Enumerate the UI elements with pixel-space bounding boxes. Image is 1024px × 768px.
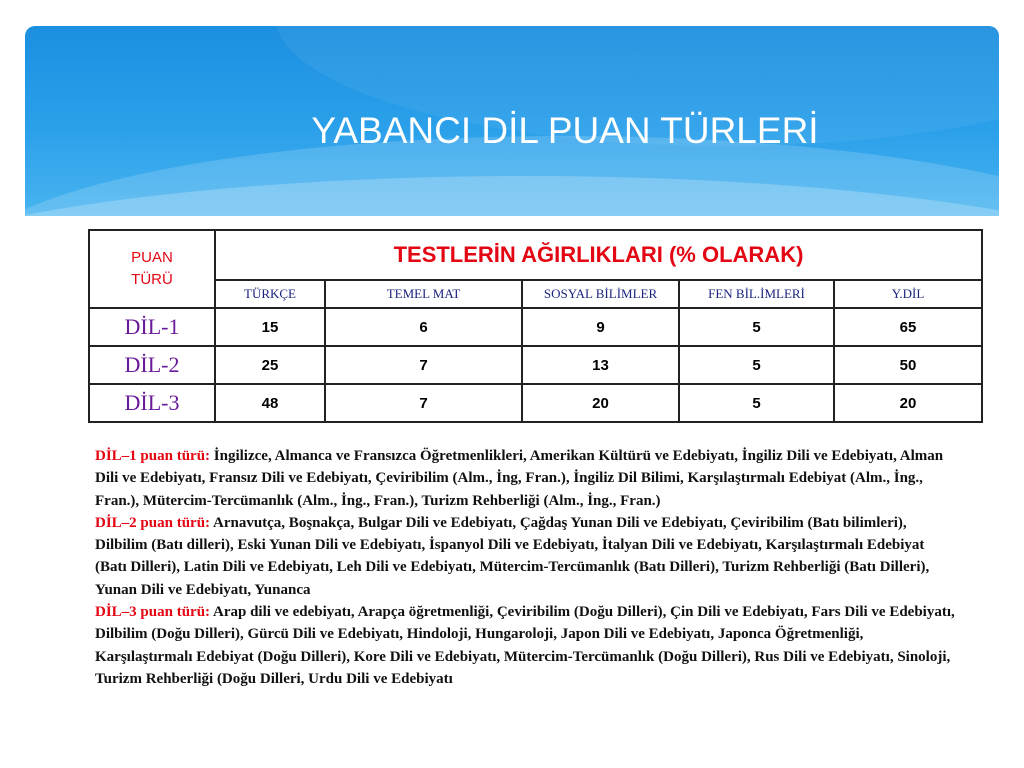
table-cell: 20 [522,384,679,422]
description-dil-3 [95,601,955,690]
row-label: DİL-1 [89,308,215,346]
test-weights-header: TESTLERİN AĞIRLIKLARI (% OLARAK) [215,230,982,280]
column-header-sosyal: SOSYAL BİLİMLER [522,280,679,308]
table-cell: 9 [522,308,679,346]
description-dil-1 [95,445,955,512]
puan-turu-line1: PUAN [131,249,173,266]
slide-title: YABANCI DİL PUAN TÜRLERİ [311,110,819,151]
description-text: Arnavutça, Boşnakça, Bulgar Dili ve Edebiyatı, Çağdaş Yunan Dili ve Edebiyatı, Çeviribilim (Batı bilimleri), Dilbilim (Batı dilleri), Eski Yunan Dili ve Edebiyatı, İspanyol Dili ve Edebiyatı, İtalyan Dili ve Edebiyatı, Karşılaştırmalı Edebiyat (Batı Dilleri), Latin Dili ve Edebiyatı, Leh Dili ve Edebiyatı, Mütercim-Tercümanlık (Batı Dilleri), Turizm Rehberliği (Batı Dilleri), Yunan Dili ve Edebiyatı, Yunanca [95,514,930,598]
description-label: DİL–3 puan türü: [95,604,211,621]
column-header-temel-mat: TEMEL MAT [325,280,522,308]
description-text: Arap dili ve edebiyatı, Arapça öğretmenliği, Çeviribilim (Doğu Dilleri), Çin Dili ve Edebiyatı, Fars Dili ve Edebiyatı, Dilbilim (Doğu Dilleri), Gürcü Dili ve Edebiyatı, Hindoloji, Hungaroloji, Japon Dili ve Edebiyatı, Japonca Öğretmenliği, Karşılaştırmalı Edebiyat (Doğu Dilleri), Kore Dili ve Edebiyatı, Mütercim-Tercümanlık (Doğu Dilleri), Rus Dili ve Edebiyatı, Sinoloji, Turizm Rehberliği (Doğu Dilleri, Urdu Dili ve Edebiyatı [95,604,955,687]
table-row [89,346,982,384]
description-text: İngilizce, Almanca ve Fransızca Öğretmenlikleri, Amerikan Kültürü ve Edebiyatı, İngiliz Dili ve Edebiyatı, Alman Dili ve Edebiyatı, Fransız Dili ve Edebiyatı, Çeviribilim (Alm., İng, Fran.), İngiliz Dil Bilimi, Karşılaştırmalı Edebiyat (Alm., İng., Fran.), Mütercim-Tercümanlık (Alm., İng., Fran.), Turizm Rehberliği (Alm., İng., Fran.) [95,448,944,509]
table-cell: 5 [679,346,834,384]
row-label: DİL-3 [89,384,215,422]
table-cell: 7 [325,346,522,384]
table-cell: 5 [679,384,834,422]
table-cell: 7 [325,384,522,422]
table-cell: 6 [325,308,522,346]
table-row [89,308,982,346]
table-cell: 20 [834,384,982,422]
weights-table [88,229,983,423]
table-cell: 65 [834,308,982,346]
table-cell: 15 [215,308,325,346]
table-cell: 48 [215,384,325,422]
table-cell: 25 [215,346,325,384]
table-cell: 13 [522,346,679,384]
description-dil-2 [95,512,955,601]
column-header-ydil: Y.DİL [834,280,982,308]
puan-turu-header [89,230,215,308]
row-label: DİL-2 [89,346,215,384]
puan-turu-line2: TÜRÜ [131,271,173,288]
table-cell: 5 [679,308,834,346]
puan-descriptions [95,445,955,690]
description-label: DİL–1 puan türü: [95,448,211,464]
table-cell: 50 [834,346,982,384]
column-header-turkce: TÜRKÇE [215,280,325,308]
column-header-fen: FEN BİL.İMLERİ [679,280,834,308]
description-label: DİL–2 puan türü: [95,514,211,531]
table-row [89,384,982,422]
